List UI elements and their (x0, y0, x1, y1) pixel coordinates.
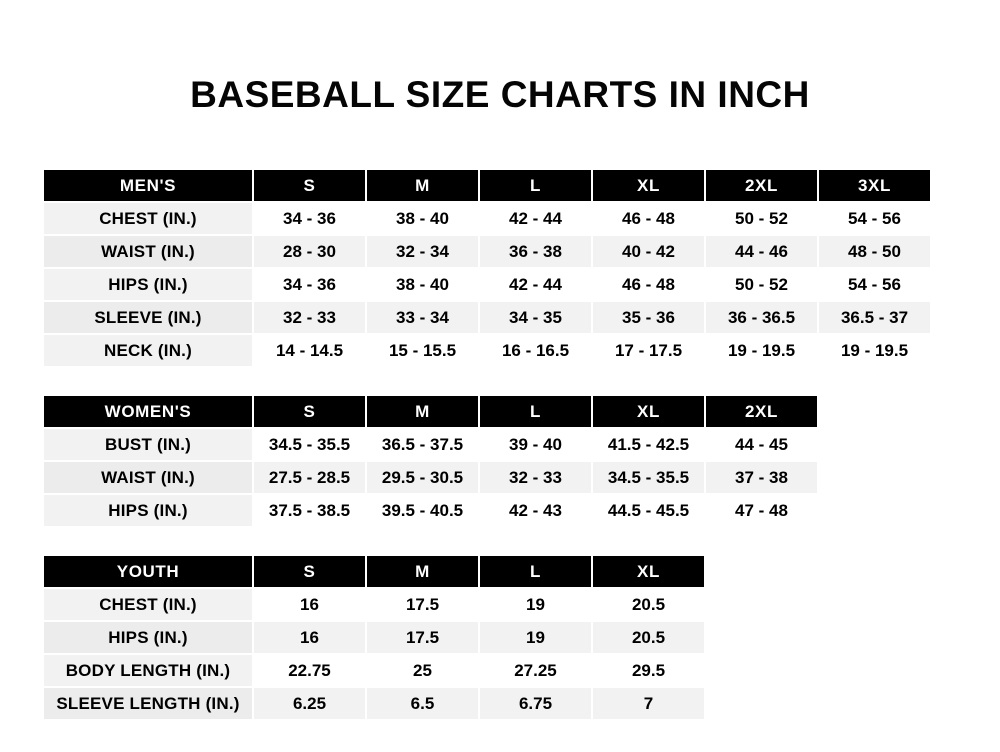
table-cell: 46 - 48 (592, 268, 705, 301)
column-header: L (479, 555, 592, 588)
table-cell: 39.5 - 40.5 (366, 494, 479, 527)
column-header: M (366, 395, 479, 428)
column-header: WOMEN'S (43, 395, 253, 428)
table-cell: 14 - 14.5 (253, 334, 366, 367)
table-header-row (43, 169, 931, 202)
table-row (43, 202, 931, 235)
table-cell: 54 - 56 (818, 268, 931, 301)
table-cell: 38 - 40 (366, 268, 479, 301)
youth-size-table (42, 554, 706, 721)
column-header: XL (592, 169, 705, 202)
table-cell: 19 (479, 588, 592, 621)
table-cell: 34 - 36 (253, 268, 366, 301)
table-cell: 44.5 - 45.5 (592, 494, 705, 527)
row-label: BODY LENGTH (IN.) (43, 654, 253, 687)
row-label: NECK (IN.) (43, 334, 253, 367)
table-cell: 28 - 30 (253, 235, 366, 268)
table-cell: 38 - 40 (366, 202, 479, 235)
table-cell: 16 (253, 588, 366, 621)
column-header: XL (592, 395, 705, 428)
table-row (43, 654, 705, 687)
table-cell: 34.5 - 35.5 (253, 428, 366, 461)
table-row (43, 588, 705, 621)
table-cell: 36 - 36.5 (705, 301, 818, 334)
row-label: HIPS (IN.) (43, 494, 253, 527)
table-cell: 29.5 (592, 654, 705, 687)
table-cell: 6.5 (366, 687, 479, 720)
table-cell: 42 - 43 (479, 494, 592, 527)
table-cell: 6.25 (253, 687, 366, 720)
row-label: WAIST (IN.) (43, 461, 253, 494)
column-header: L (479, 169, 592, 202)
table-cell: 47 - 48 (705, 494, 818, 527)
table-cell: 25 (366, 654, 479, 687)
table-cell: 20.5 (592, 588, 705, 621)
row-label: WAIST (IN.) (43, 235, 253, 268)
column-header: L (479, 395, 592, 428)
table-cell: 48 - 50 (818, 235, 931, 268)
table-cell: 36.5 - 37.5 (366, 428, 479, 461)
table-cell: 50 - 52 (705, 268, 818, 301)
column-header: 2XL (705, 169, 818, 202)
table-cell: 36.5 - 37 (818, 301, 931, 334)
table-cell: 54 - 56 (818, 202, 931, 235)
row-label: CHEST (IN.) (43, 588, 253, 621)
row-label: HIPS (IN.) (43, 268, 253, 301)
row-label: SLEEVE LENGTH (IN.) (43, 687, 253, 720)
column-header: 3XL (818, 169, 931, 202)
column-header: S (253, 169, 366, 202)
table-cell: 19 - 19.5 (705, 334, 818, 367)
table-cell: 44 - 45 (705, 428, 818, 461)
table-cell: 36 - 38 (479, 235, 592, 268)
table-cell: 19 - 19.5 (818, 334, 931, 367)
table-cell: 44 - 46 (705, 235, 818, 268)
table-cell: 19 (479, 621, 592, 654)
table-cell: 17.5 (366, 588, 479, 621)
table-row (43, 334, 931, 367)
column-header: XL (592, 555, 705, 588)
table-row (43, 428, 818, 461)
table-cell: 22.75 (253, 654, 366, 687)
table-row (43, 235, 931, 268)
table-cell: 17 - 17.5 (592, 334, 705, 367)
table-cell: 27.5 - 28.5 (253, 461, 366, 494)
table-cell: 34 - 36 (253, 202, 366, 235)
table-row (43, 494, 818, 527)
size-tables (0, 168, 1000, 721)
table-cell: 20.5 (592, 621, 705, 654)
column-header: YOUTH (43, 555, 253, 588)
table-cell: 41.5 - 42.5 (592, 428, 705, 461)
table-row (43, 687, 705, 720)
table-cell: 32 - 33 (253, 301, 366, 334)
table-cell: 39 - 40 (479, 428, 592, 461)
row-label: BUST (IN.) (43, 428, 253, 461)
table-header-row (43, 555, 705, 588)
table-cell: 17.5 (366, 621, 479, 654)
mens-size-table (42, 168, 932, 368)
table-cell: 34 - 35 (479, 301, 592, 334)
column-header: S (253, 395, 366, 428)
table-header-row (43, 395, 818, 428)
column-header: MEN'S (43, 169, 253, 202)
page-title: BASEBALL SIZE CHARTS IN INCH (190, 74, 810, 115)
table-cell: 7 (592, 687, 705, 720)
table-cell: 29.5 - 30.5 (366, 461, 479, 494)
table-cell: 6.75 (479, 687, 592, 720)
table-cell: 42 - 44 (479, 202, 592, 235)
table-cell: 35 - 36 (592, 301, 705, 334)
table-cell: 37 - 38 (705, 461, 818, 494)
table-cell: 16 (253, 621, 366, 654)
table-cell: 42 - 44 (479, 268, 592, 301)
table-cell: 40 - 42 (592, 235, 705, 268)
table-cell: 37.5 - 38.5 (253, 494, 366, 527)
row-label: HIPS (IN.) (43, 621, 253, 654)
table-row (43, 461, 818, 494)
table-row (43, 621, 705, 654)
table-cell: 32 - 34 (366, 235, 479, 268)
table-cell: 33 - 34 (366, 301, 479, 334)
table-cell: 46 - 48 (592, 202, 705, 235)
column-header: M (366, 555, 479, 588)
row-label: SLEEVE (IN.) (43, 301, 253, 334)
table-row (43, 301, 931, 334)
column-header: 2XL (705, 395, 818, 428)
womens-size-table (42, 394, 819, 528)
table-cell: 27.25 (479, 654, 592, 687)
table-row (43, 268, 931, 301)
table-cell: 34.5 - 35.5 (592, 461, 705, 494)
table-cell: 16 - 16.5 (479, 334, 592, 367)
column-header: M (366, 169, 479, 202)
row-label: CHEST (IN.) (43, 202, 253, 235)
table-cell: 32 - 33 (479, 461, 592, 494)
table-cell: 15 - 15.5 (366, 334, 479, 367)
table-cell: 50 - 52 (705, 202, 818, 235)
column-header: S (253, 555, 366, 588)
